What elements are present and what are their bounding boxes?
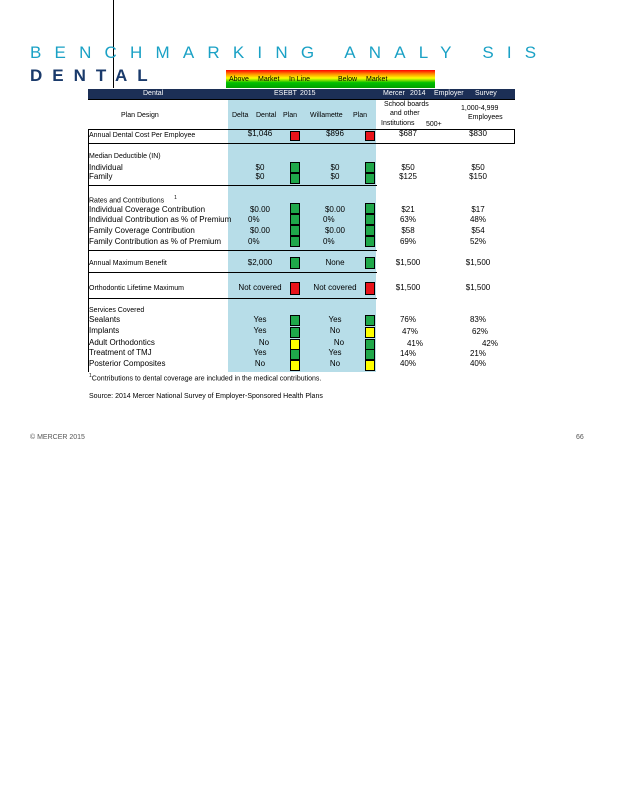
cell-employer: 40% xyxy=(469,359,486,368)
section-median-deductible: Median Deductible (IN) xyxy=(89,153,161,160)
cell-delta: 0% xyxy=(248,237,260,246)
header-esebt: ESEBT xyxy=(274,90,297,97)
cell-school: $58 xyxy=(401,226,415,235)
subheader-plan-2: Plan xyxy=(353,112,368,119)
cell-school: 40% xyxy=(399,359,416,368)
indicator-green xyxy=(365,162,375,173)
cell-delta: $0.00 xyxy=(249,205,271,214)
cell-delta: No xyxy=(254,359,266,368)
row-label-annual-max: Annual Maximum Benefit xyxy=(89,260,167,267)
cell-school: $1,500 xyxy=(395,258,421,267)
cell-school: $125 xyxy=(399,172,417,181)
subheader-school-l4: 500+ xyxy=(426,121,442,128)
cell-delta: No xyxy=(258,338,270,347)
legend-inline: In Line xyxy=(289,76,311,83)
subheader-delta: Delta xyxy=(232,112,249,119)
legend-market: Market xyxy=(258,76,280,83)
cell-delta: $1,046 xyxy=(247,129,273,138)
cell-delta: $0.00 xyxy=(249,226,271,235)
divider xyxy=(88,298,377,299)
cell-delta: Yes xyxy=(253,315,267,324)
indicator-green xyxy=(290,173,300,184)
header-year: 2015 xyxy=(300,90,316,97)
subheader-willamette: Willamette xyxy=(310,112,343,119)
footnote xyxy=(89,373,321,382)
row-label-ortho: Orthodontic Lifetime Maximum xyxy=(89,285,184,292)
row-label-fam-cov: Family Coverage Contribution xyxy=(89,226,195,235)
copyright: © MERCER 2015 xyxy=(30,434,85,441)
indicator-green xyxy=(365,173,375,184)
page-title: BENCHMARKING ANALY SIS xyxy=(30,43,550,62)
indicator-green xyxy=(365,236,375,247)
cell-willamette: Yes xyxy=(328,315,342,324)
cell-school: $21 xyxy=(401,205,415,214)
footnote-marker: 1 xyxy=(174,195,177,201)
cell-employer: 83% xyxy=(469,315,486,324)
cell-willamette: $0 xyxy=(330,172,340,181)
cell-employer: $54 xyxy=(471,226,485,235)
indicator-green xyxy=(365,203,375,214)
table-right-border xyxy=(514,129,515,143)
indicator-green xyxy=(290,349,300,360)
cell-school: $687 xyxy=(399,129,417,138)
header-survey: Survey xyxy=(475,90,497,97)
subheader-dental: Dental xyxy=(256,112,277,119)
indicator-green xyxy=(365,315,375,326)
cell-willamette: No xyxy=(329,359,341,368)
subheader-school-l1: School boards xyxy=(384,101,429,108)
legend-above: Above xyxy=(229,76,249,83)
row-label-ind-cov: Individual Coverage Contribution xyxy=(89,205,206,214)
divider xyxy=(88,185,377,186)
subheader-emp-l2: Employees xyxy=(468,114,503,121)
divider xyxy=(88,272,377,273)
indicator-green xyxy=(290,203,300,214)
cell-willamette: Not covered xyxy=(313,283,357,292)
header-section: Dental xyxy=(143,90,164,97)
cell-school: $50 xyxy=(401,163,415,172)
market-legend xyxy=(226,70,435,88)
divider xyxy=(88,143,515,144)
cell-school: 47% xyxy=(401,327,418,336)
cell-willamette: 0% xyxy=(323,215,335,224)
cell-delta: $0 xyxy=(255,163,265,172)
section-services: Services Covered xyxy=(89,307,145,314)
subheader-plan-design: Plan Design xyxy=(121,112,159,119)
page-number: 66 xyxy=(576,434,584,441)
cell-willamette: $0.00 xyxy=(324,205,346,214)
cell-delta: Yes xyxy=(253,326,267,335)
header-mercer-year: 2014 xyxy=(410,90,426,97)
indicator-red xyxy=(290,282,300,295)
section-rates-label: Rates and Contributions xyxy=(89,197,165,205)
footnote-text: Contributions to dental coverage are included in the medical contributions. xyxy=(91,375,322,383)
row-label-individual: Individual xyxy=(89,163,123,172)
cell-willamette: $0 xyxy=(330,163,340,172)
cell-delta: $0 xyxy=(255,172,265,181)
indicator-green xyxy=(290,162,300,173)
indicator-yellow xyxy=(365,360,375,371)
cell-willamette: $0.00 xyxy=(324,226,346,235)
cell-delta: $2,000 xyxy=(247,258,273,267)
cell-willamette: No xyxy=(329,326,341,335)
cell-employer: 48% xyxy=(469,215,486,224)
subheader-school-l3: Institutions xyxy=(381,120,415,127)
subheader-school-l2: and other xyxy=(390,110,420,117)
indicator-yellow xyxy=(290,360,300,371)
header-mercer: Mercer xyxy=(383,90,405,97)
indicator-green xyxy=(290,257,300,269)
cell-school: 76% xyxy=(399,315,416,324)
cell-school: 69% xyxy=(399,237,416,246)
indicator-green xyxy=(290,214,300,225)
subheader-plan: Plan xyxy=(283,112,298,119)
section-rates xyxy=(89,194,177,205)
cell-delta: Yes xyxy=(253,348,267,357)
divider xyxy=(88,250,377,251)
cell-employer: 21% xyxy=(469,349,486,358)
cell-employer: 52% xyxy=(469,237,486,246)
divider xyxy=(88,129,515,130)
table-header-bar xyxy=(88,89,515,99)
indicator-green xyxy=(365,214,375,225)
indicator-green xyxy=(365,257,375,269)
cell-employer: 62% xyxy=(471,327,488,336)
cell-employer: $830 xyxy=(469,129,487,138)
cell-employer: $50 xyxy=(471,163,485,172)
page-subtitle: DENTAL xyxy=(30,66,158,85)
indicator-yellow xyxy=(365,327,375,338)
cell-school: $1,500 xyxy=(395,283,421,292)
cell-willamette: $896 xyxy=(326,129,344,138)
indicator-green xyxy=(290,315,300,326)
indicator-red xyxy=(290,131,300,141)
cell-willamette: No xyxy=(333,338,345,347)
header-employer: Employer xyxy=(434,90,464,97)
cell-willamette: 0% xyxy=(323,237,335,246)
footnote-number: 1 xyxy=(89,373,92,379)
subheader-emp-l1: 1,000-4,999 xyxy=(461,105,499,112)
indicator-green xyxy=(365,225,375,236)
row-label-adult-ortho: Adult Orthodontics xyxy=(89,338,155,347)
source-note: Source: 2014 Mercer National Survey of Employer-Sponsored Health Plans xyxy=(89,393,323,400)
row-label-sealants: Sealants xyxy=(89,315,121,324)
indicator-green xyxy=(365,349,375,360)
indicator-green xyxy=(290,327,300,338)
row-label-family: Family xyxy=(89,172,113,181)
legend-market-2: Market xyxy=(366,76,388,83)
indicator-red xyxy=(365,131,375,141)
cell-willamette: Yes xyxy=(328,348,342,357)
legend-below: Below xyxy=(338,76,358,83)
cell-delta: Not covered xyxy=(238,283,282,292)
row-label-tmj: Treatment of TMJ xyxy=(89,348,152,357)
cell-employer: $1,500 xyxy=(465,283,491,292)
indicator-green xyxy=(290,236,300,247)
cell-employer: $1,500 xyxy=(465,258,491,267)
cell-employer: $150 xyxy=(469,172,487,181)
cell-school: 14% xyxy=(399,349,416,358)
cell-delta: 0% xyxy=(248,215,260,224)
row-label-fam-pct: Family Contribution as % of Premium xyxy=(89,237,222,246)
cell-employer: 42% xyxy=(481,339,498,348)
cell-willamette: None xyxy=(325,258,345,267)
indicator-red xyxy=(365,282,375,295)
cell-school: 41% xyxy=(406,339,423,348)
row-label-annual-cost: Annual Dental Cost Per Employee xyxy=(89,132,196,139)
cell-school: 63% xyxy=(399,215,416,224)
indicator-green xyxy=(290,225,300,236)
row-label-ind-pct: Individual Contribution as % of Premium xyxy=(89,215,232,224)
row-label-posterior: Posterior Composites xyxy=(89,359,166,368)
cell-employer: $17 xyxy=(471,205,485,214)
row-label-implants: Implants xyxy=(89,326,120,335)
